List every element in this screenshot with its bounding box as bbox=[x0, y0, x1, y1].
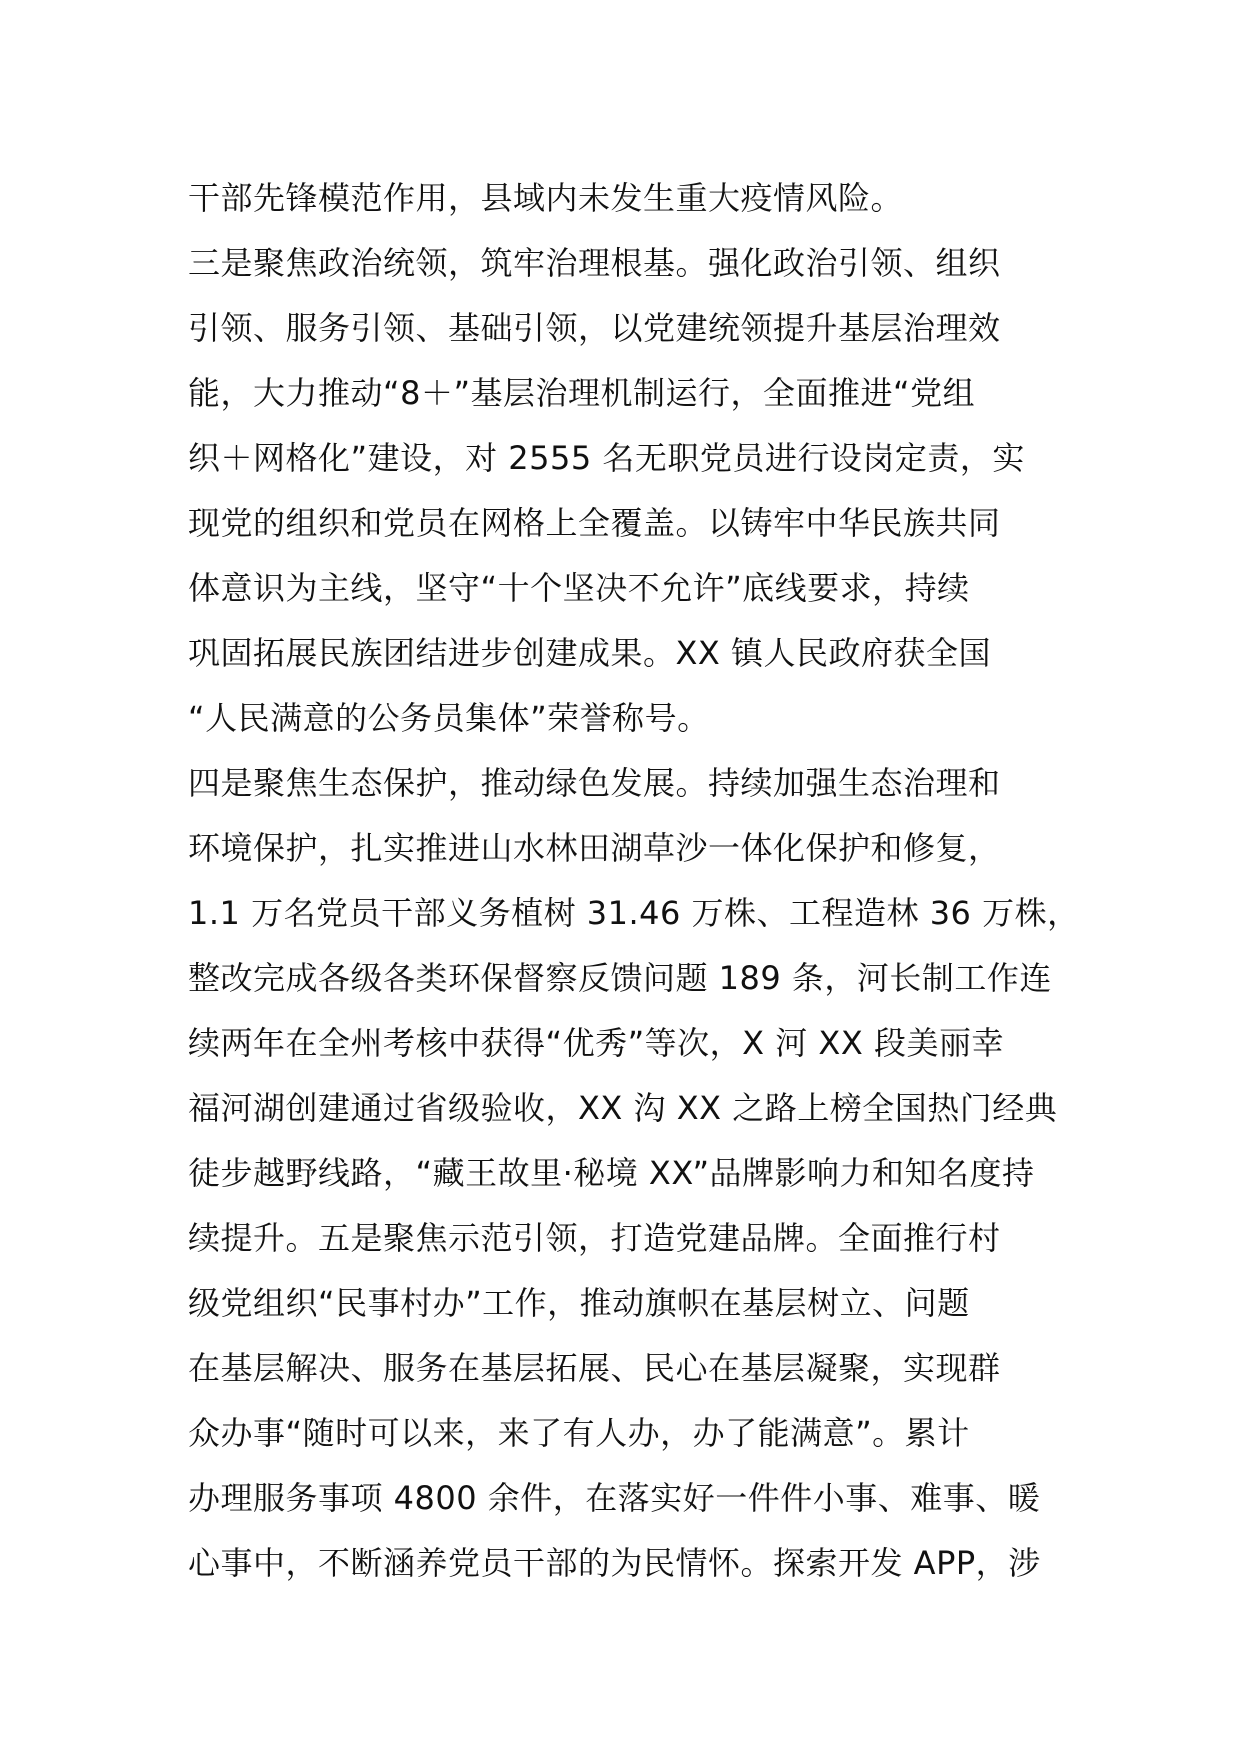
document-body bbox=[188, 166, 1080, 1596]
text-line: 四是聚焦生态保护，推动绿色发展。持续加强生态治理和 bbox=[188, 764, 1001, 802]
text-line: 织＋网格化”建设，对 2555 名无职党员进行设岗定责，实 bbox=[188, 439, 1025, 477]
text-line: 众办事“随时可以来，来了有人办，办了能满意”。累计 bbox=[188, 1414, 970, 1452]
text-line: 能，大力推动“8＋”基层治理机制运行，全面推进“党组 bbox=[188, 374, 976, 412]
text-line: 巩固拓展民族团结进步创建成果。XX 镇人民政府获全国 bbox=[188, 634, 992, 672]
text-line: 体意识为主线，坚守“十个坚决不允许”底线要求，持续 bbox=[188, 569, 970, 607]
text-line: 续提升。五是聚焦示范引领，打造党建品牌。全面推行村 bbox=[188, 1219, 1001, 1257]
text-line: 环境保护，扎实推进山水林田湖草沙一体化保护和修复， bbox=[188, 829, 1001, 867]
text-line: 在基层解决、服务在基层拓展、民心在基层凝聚，实现群 bbox=[188, 1349, 1001, 1387]
text-line: 续两年在全州考核中获得“优秀”等次，X 河 XX 段美丽幸 bbox=[188, 1024, 1004, 1062]
text-line: 心事中，不断涵养党员干部的为民情怀。探索开发 APP，涉 bbox=[188, 1544, 1041, 1582]
text-line: 三是聚焦政治统领，筑牢治理根基。强化政治引领、组织 bbox=[188, 244, 1001, 282]
text-line: “人民满意的公务员集体”荣誉称号。 bbox=[188, 699, 710, 737]
text-line: 现党的组织和党员在网格上全覆盖。以铸牢中华民族共同 bbox=[188, 504, 1001, 542]
text-line: 干部先锋模范作用，县域内未发生重大疫情风险。 bbox=[188, 179, 904, 217]
text-line: 1.1 万名党员干部义务植树 31.46 万株、工程造林 36 万株， bbox=[188, 894, 1080, 932]
text-line: 福河湖创建通过省级验收，XX 沟 XX 之路上榜全国热门经典 bbox=[188, 1089, 1058, 1127]
text-line: 级党组织“民事村办”工作，推动旗帜在基层树立、问题 bbox=[188, 1284, 970, 1322]
text-line: 整改完成各级各类环保督察反馈问题 189 条，河长制工作连 bbox=[188, 959, 1052, 997]
text-line: 徒步越野线路，“藏王故里·秘境 XX”品牌影响力和知名度持 bbox=[188, 1154, 1035, 1192]
text-line: 办理服务事项 4800 余件，在落实好一件件小事、难事、暖 bbox=[188, 1479, 1041, 1517]
text-line: 引领、服务引领、基础引领，以党建统领提升基层治理效 bbox=[188, 309, 1001, 347]
